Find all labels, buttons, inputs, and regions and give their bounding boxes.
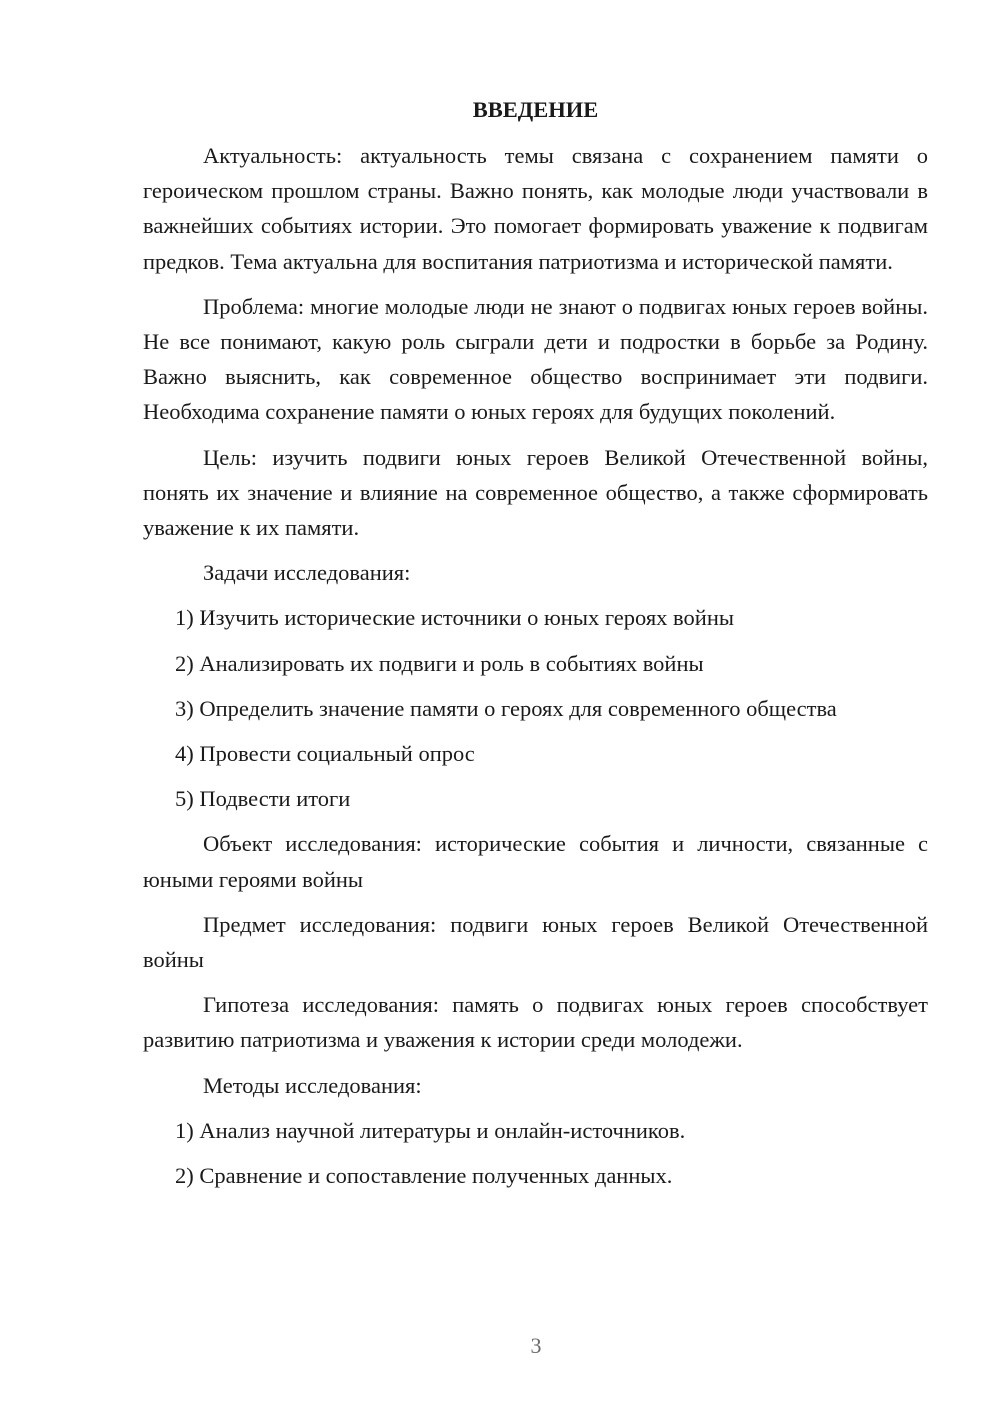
subject-paragraph: Предмет исследования: подвиги юных героев Великой Отечественной войны — [143, 911, 928, 973]
relevance-paragraph: Актуальность: актуальность темы связана с сохранением памяти о героическом прошлом страны. Важно понять, как молодые люди участвовали в важнейших событиях истории. Это помогает формировать уважение к подвигам предков. Тема актуальна для воспитания патриотизма и исторической памяти. — [143, 143, 928, 274]
methods-label: Методы исследования: — [203, 1072, 422, 1098]
task-item: 4) Провести социальный опрос — [175, 741, 475, 767]
page-number: 3 — [530, 1333, 542, 1358]
section-title: ВВЕДЕНИЕ — [472, 97, 599, 122]
method-item: 1) Анализ научной литературы и онлайн-источников. — [175, 1117, 686, 1143]
task-item: 5) Подвести итоги — [175, 786, 351, 812]
document-page — [143, 95, 928, 1203]
hypothesis-paragraph: Гипотеза исследования: память о подвигах юных героев способствует развитию патриотизма и уважения к истории среди молодежи. — [143, 992, 928, 1053]
object-paragraph: Объект исследования: исторические события и личности, связанные с юными героями войны — [143, 831, 928, 892]
task-item: 3) Определить значение памяти о героях для современного общества — [175, 695, 837, 721]
goal-paragraph: Цель: изучить подвиги юных героев Великой Отечественной войны, понять их значение и влияние на современное общество, а также сформировать уважение к их памяти. — [143, 444, 928, 541]
method-item: 2) Сравнение и сопоставление полученных данных. — [175, 1163, 673, 1189]
problem-paragraph: Проблема: многие молодые люди не знают о подвигах юных героев войны. Не все понимают, какую роль сыграли дети и подростки в борьбе за Родину. Важно выяснить, как современное общество воспринимает эти подвиги. Необходима сохранение памяти о юных героях для будущих поколений. — [143, 293, 928, 425]
tasks-label: Задачи исследования: — [203, 560, 411, 586]
task-item: 2) Анализировать их подвиги и роль в событиях войны — [175, 650, 704, 676]
task-item: 1) Изучить исторические источники о юных героях войны — [175, 605, 734, 631]
